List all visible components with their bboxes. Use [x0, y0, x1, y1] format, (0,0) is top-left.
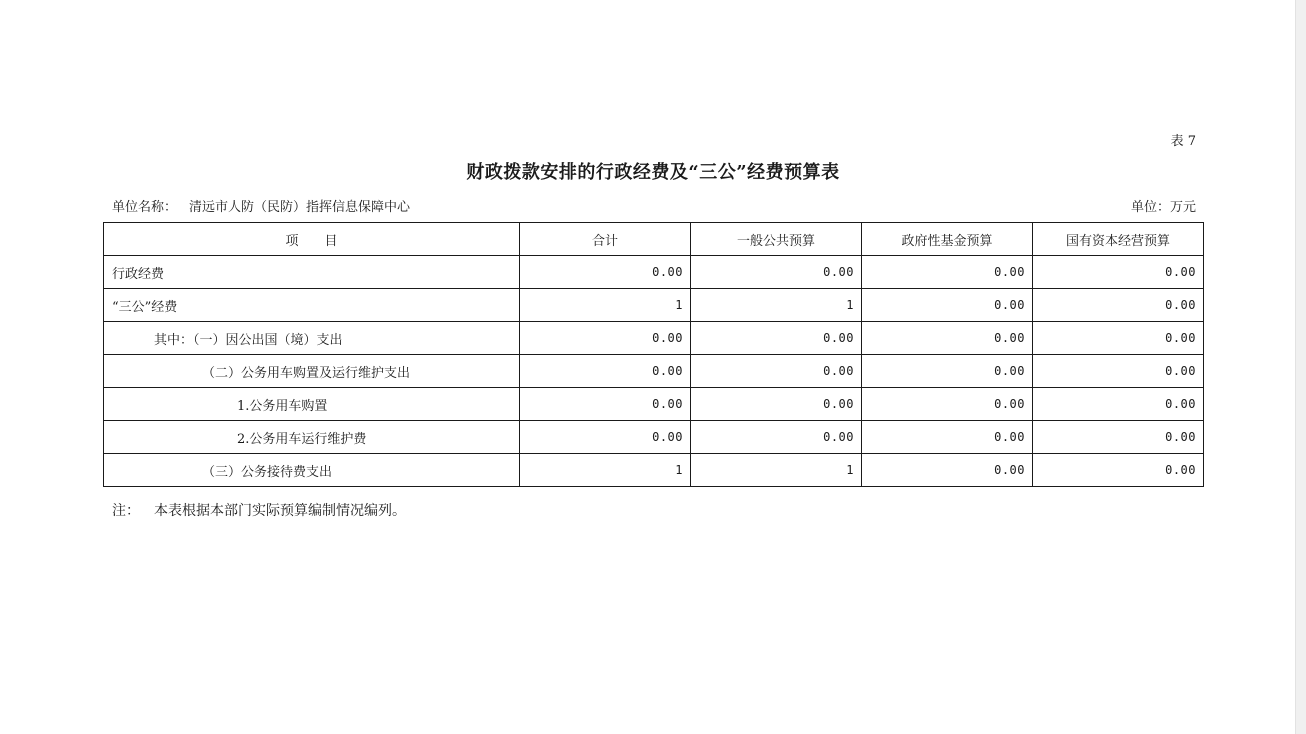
item-cell: 1.公务用车购置	[104, 388, 520, 421]
state-capital-cell: 0.00	[1033, 421, 1204, 454]
page-title: 财政拨款安排的行政经费及“三公”经费预算表	[466, 162, 840, 183]
header-item: 项 目	[104, 223, 520, 256]
general-cell: 1	[691, 289, 862, 322]
table-row	[104, 322, 1204, 355]
state-capital-cell: 0.00	[1033, 322, 1204, 355]
state-capital-cell: 0.00	[1033, 289, 1204, 322]
item-cell: 行政经费	[104, 256, 520, 289]
table-row	[104, 355, 1204, 388]
general-cell: 1	[691, 454, 862, 487]
fund-cell: 0.00	[862, 256, 1033, 289]
organization-name: 清远市人防（民防）指挥信息保障中心	[189, 200, 411, 215]
general-cell: 0.00	[691, 256, 862, 289]
item-cell: “三公”经费	[104, 289, 520, 322]
footnote-label: 注：	[112, 503, 140, 519]
state-capital-cell: 0.00	[1033, 388, 1204, 421]
general-cell: 0.00	[691, 355, 862, 388]
table-row	[104, 454, 1204, 487]
fund-cell: 0.00	[862, 421, 1033, 454]
general-cell: 0.00	[691, 322, 862, 355]
item-cell: 2.公务用车运行维护费	[104, 421, 520, 454]
total-cell: 1	[520, 289, 691, 322]
unit-label: 单位：万元	[1130, 200, 1196, 215]
general-cell: 0.00	[691, 421, 862, 454]
fund-cell: 0.00	[862, 454, 1033, 487]
meta-row	[112, 196, 1196, 216]
header-gov-fund-budget: 政府性基金预算	[862, 223, 1033, 256]
table-number: 表 7	[1170, 134, 1196, 149]
budget-table	[103, 222, 1204, 487]
state-capital-cell: 0.00	[1033, 454, 1204, 487]
table-row	[104, 256, 1204, 289]
fund-cell: 0.00	[862, 355, 1033, 388]
organization-label: 单位名称：	[112, 200, 178, 215]
fund-cell: 0.00	[862, 322, 1033, 355]
footnote-text: 本表根据本部门实际预算编制情况编列。	[154, 503, 406, 519]
total-cell: 0.00	[520, 355, 691, 388]
fund-cell: 0.00	[862, 388, 1033, 421]
item-cell: 其中：（一）因公出国（境）支出	[104, 322, 520, 355]
header-general-budget: 一般公共预算	[691, 223, 862, 256]
item-cell: （二）公务用车购置及运行维护支出	[104, 355, 520, 388]
item-cell: （三）公务接待费支出	[104, 454, 520, 487]
organization-info	[112, 196, 410, 215]
state-capital-cell: 0.00	[1033, 355, 1204, 388]
footnote	[112, 500, 406, 520]
header-total: 合计	[520, 223, 691, 256]
fund-cell: 0.00	[862, 289, 1033, 322]
vertical-scrollbar[interactable]	[1295, 0, 1306, 734]
table-row	[104, 289, 1204, 322]
total-cell: 1	[520, 454, 691, 487]
header-state-capital-budget: 国有资本经营预算	[1033, 223, 1204, 256]
table-row	[104, 421, 1204, 454]
total-cell: 0.00	[520, 256, 691, 289]
general-cell: 0.00	[691, 388, 862, 421]
table-header-row	[104, 223, 1204, 256]
state-capital-cell: 0.00	[1033, 256, 1204, 289]
table-row	[104, 388, 1204, 421]
total-cell: 0.00	[520, 388, 691, 421]
total-cell: 0.00	[520, 421, 691, 454]
total-cell: 0.00	[520, 322, 691, 355]
